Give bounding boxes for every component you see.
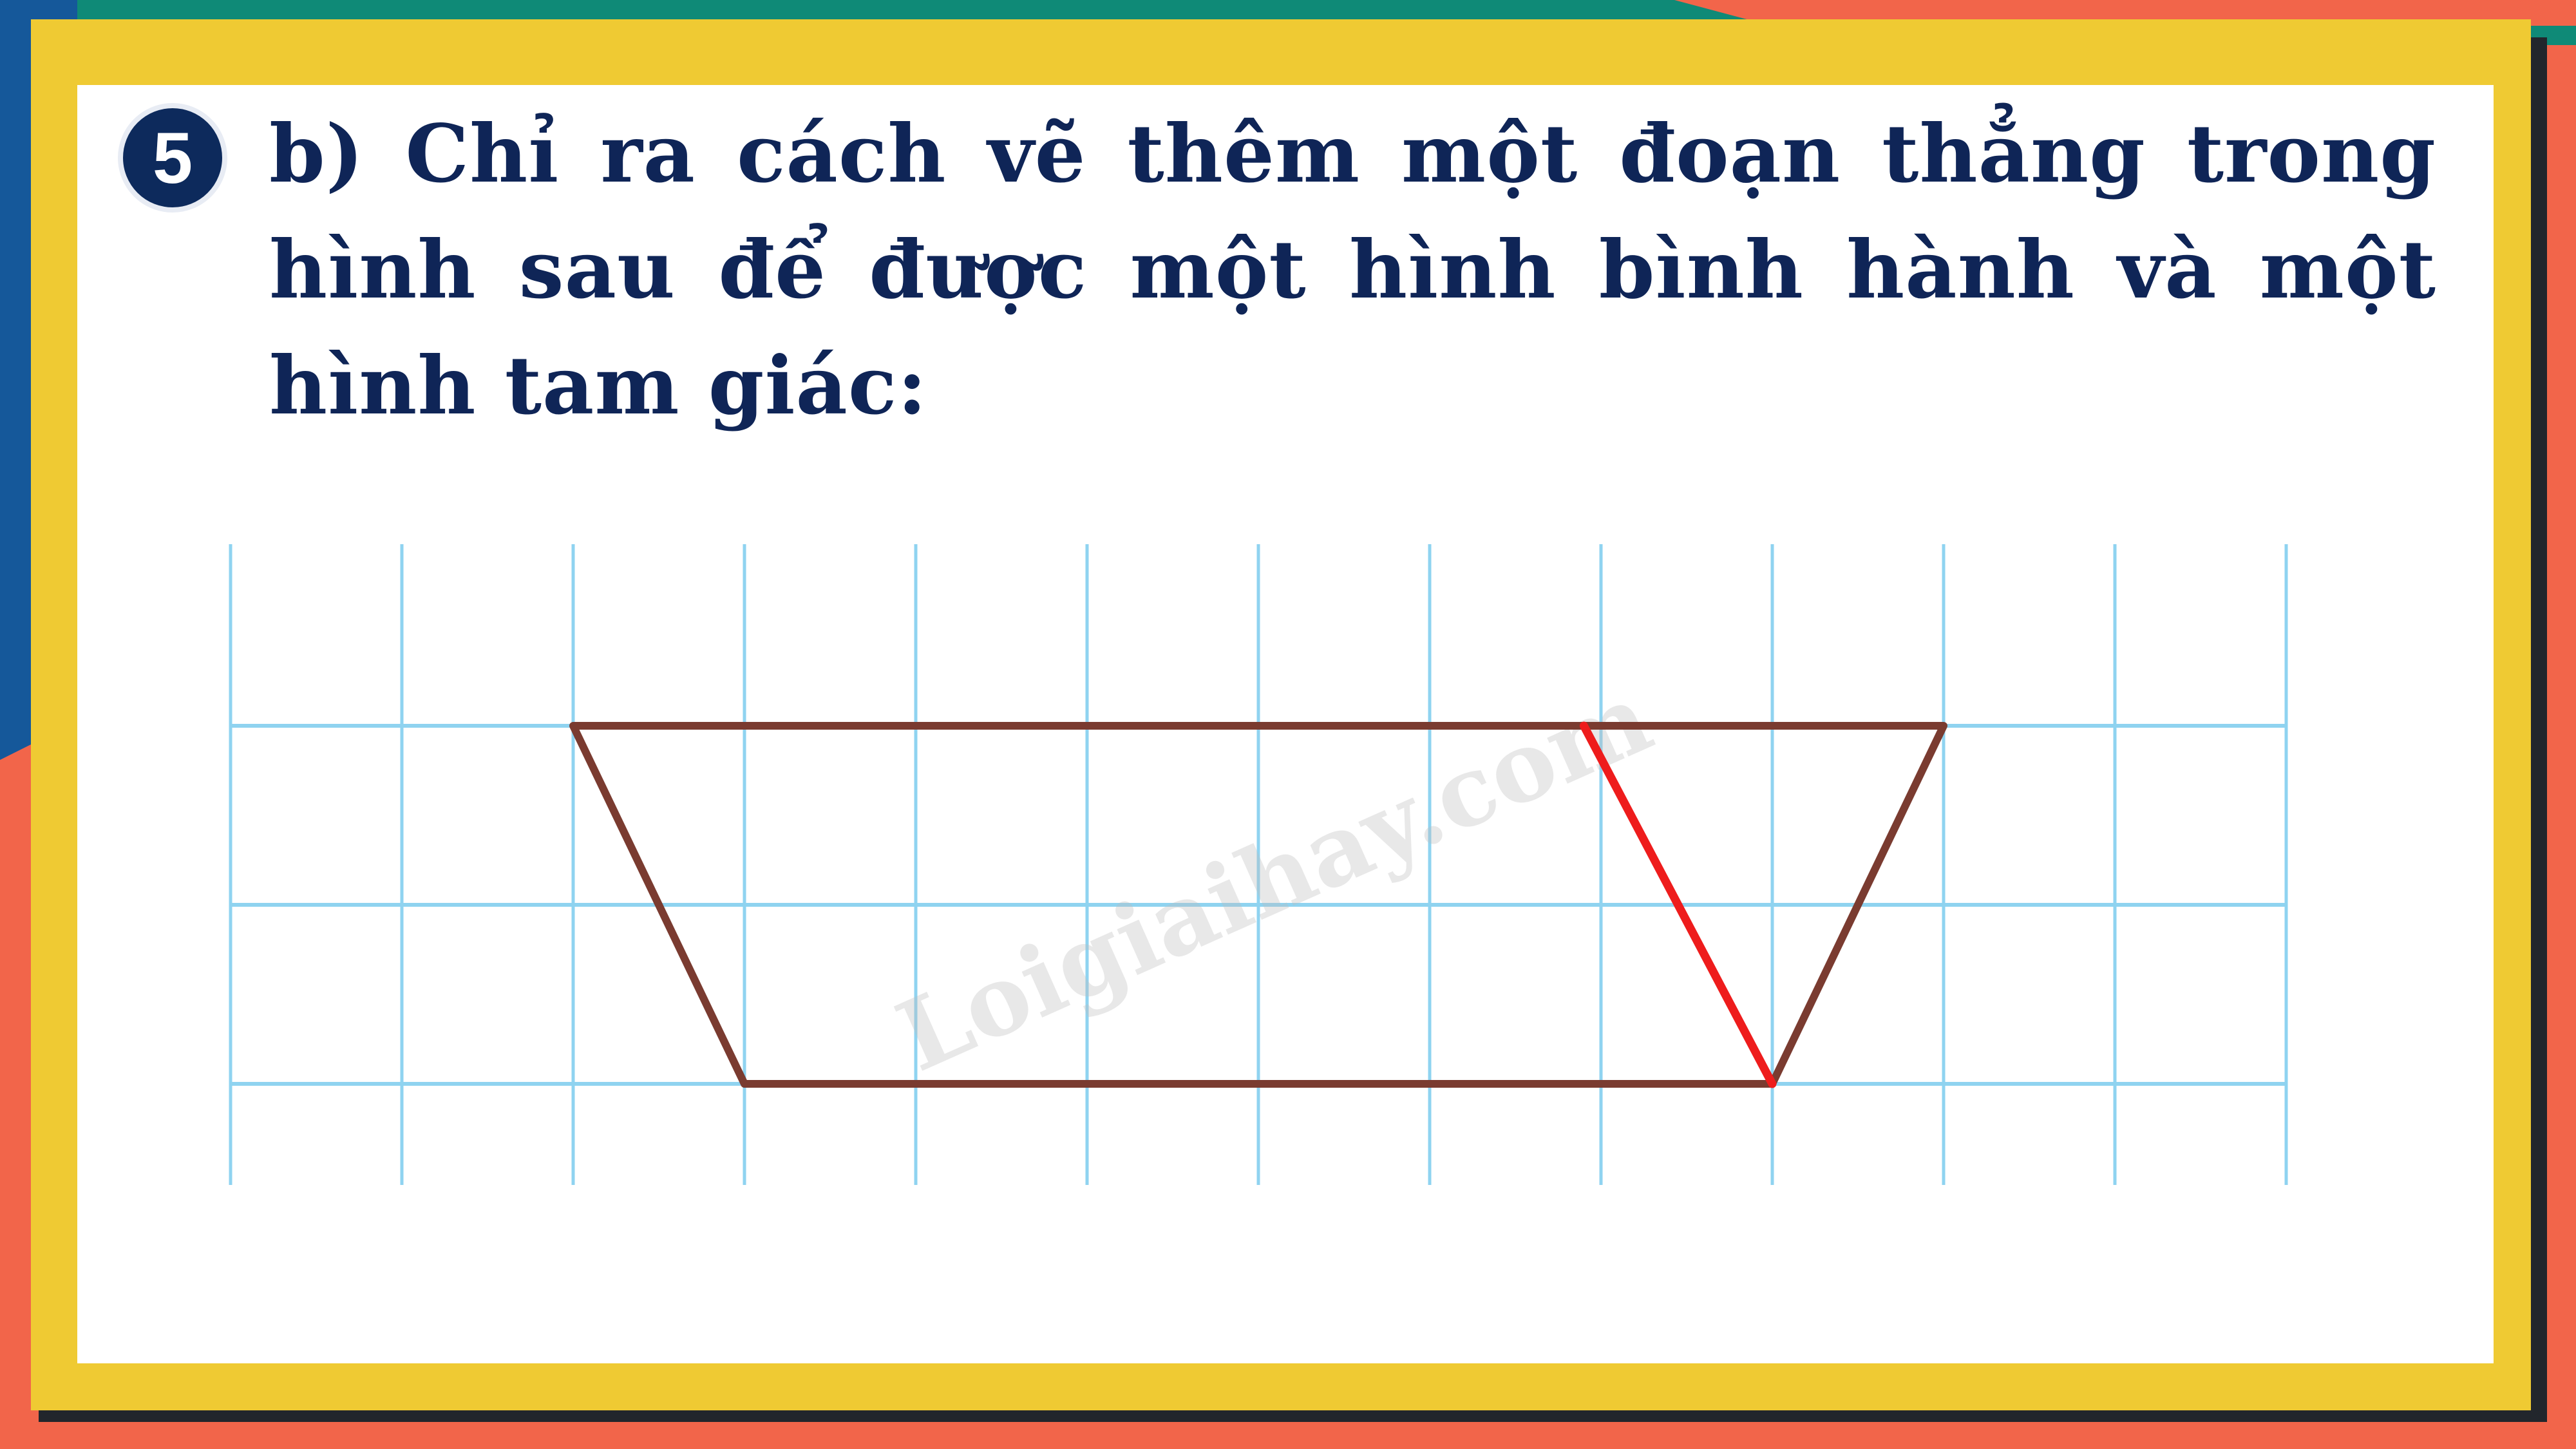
question-text: b) Chỉ ra cách vẽ thêm một đoạn thẳng trong hình sau để được một hình bình hành và một hình tam giác: [269,108,2436,433]
watermark-text: Loigiaihay.com [881,661,1667,1094]
question-number: 5 [152,117,193,198]
